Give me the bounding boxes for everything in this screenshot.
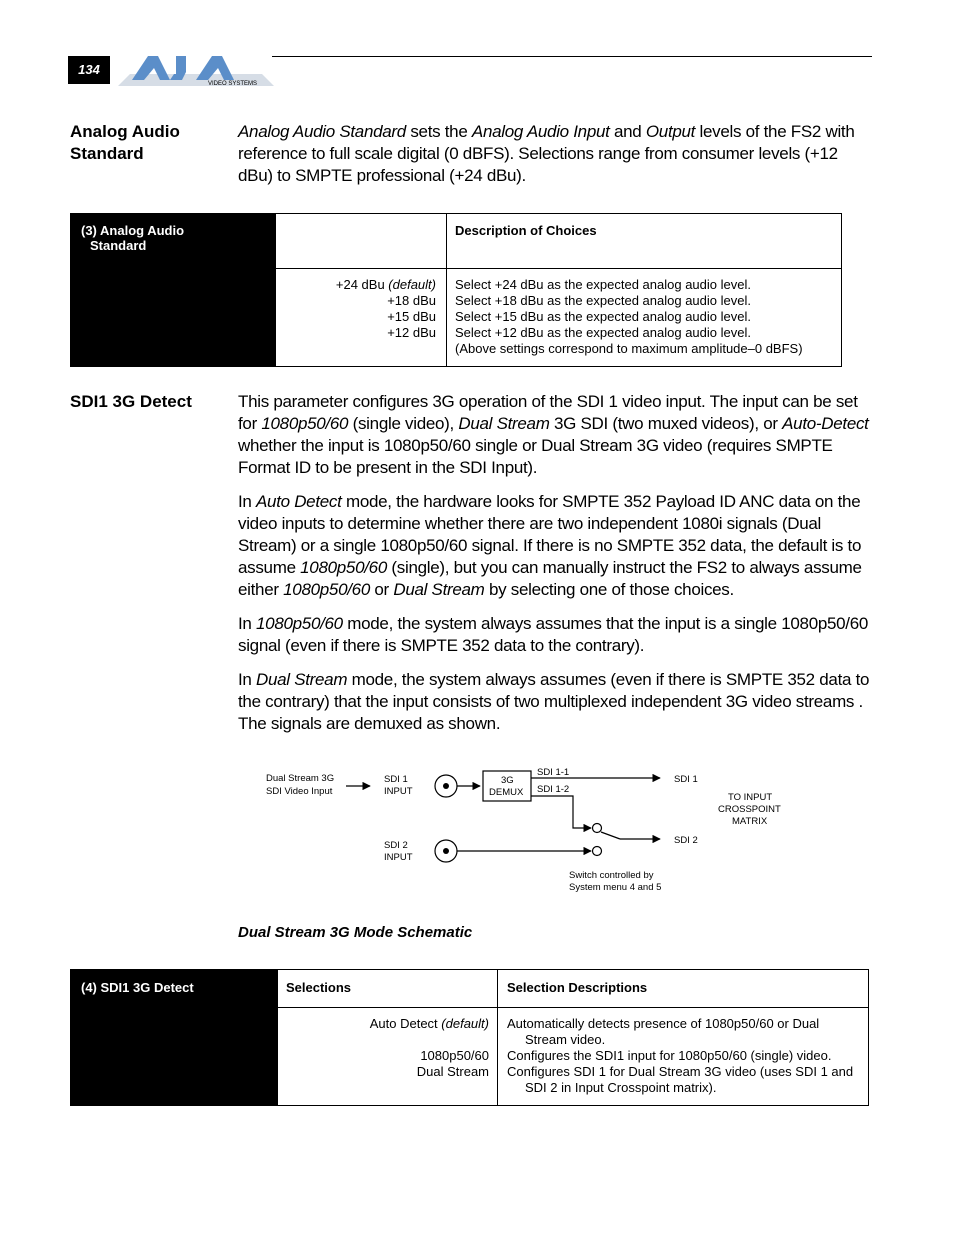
svg-text:TO INPUT: TO INPUT <box>728 792 773 803</box>
description-item: Select +15 dBu as the expected analog audio level. <box>455 309 751 324</box>
section-heading-sdi1: SDI1 3G Detect <box>70 392 192 411</box>
selections-header: Selections <box>278 970 498 1008</box>
desc-header: Description of Choices <box>447 214 842 269</box>
aja-logo <box>118 52 274 93</box>
selection-item: +24 dBu (default) <box>335 277 436 292</box>
sdi1-description: This parameter configures 3G operation of the SDI 1 video input. The input can be set for 1080p50/60 (single video), Dual Stream 3G SDI (two muxed videos), or Auto-Detect whether the input is 1080p50/60 single or Dual Stream 3G video (requires SMPTE Format ID to be present in the SDI Input). In Auto Detect mode, the hardware looks for SMPTE 352 Payload ID ANC data on the video inputs to determine whether there are two independent 1080i signals (Dual Stream) or a single 1080p50/60 signal. If there is no SMPTE 352 data, the default is to assume 1080p50/60 (single), but you can manually instruct the FS2 to always assume either 1080p50/60 or Dual Stream by selecting one of those choices. In 1080p50/60 mode, the system always assumes that the input is a single 1080p50/60 signal (even if there is SMPTE 352 data to the contrary). In Dual Stream mode, the system always assumes (even if there is SMPTE 352 data to the contrary) that the input consists of two multiplexed independent 3G video streams . The signals are demuxed as shown. <box>238 392 870 733</box>
selection-item: +18 dBu <box>387 293 436 308</box>
description-item: (Above settings correspond to maximum amplitude–0 dBFS) <box>455 341 803 356</box>
svg-text:Switch controlled by: Switch controlled by <box>569 870 654 881</box>
svg-text:3G: 3G <box>501 775 514 786</box>
svg-text:SDI 2: SDI 2 <box>674 835 698 846</box>
descriptions-header: Selection Descriptions <box>498 970 869 1008</box>
description-item: Select +18 dBu as the expected analog audio level. <box>455 293 751 308</box>
svg-text:System menu 4 and 5: System menu 4 and 5 <box>569 882 662 893</box>
sdi1-table <box>70 969 869 1106</box>
selections-cell <box>276 269 447 367</box>
svg-text:INPUT: INPUT <box>384 786 413 797</box>
svg-text:MATRIX: MATRIX <box>732 816 768 827</box>
svg-text:INPUT: INPUT <box>384 852 413 863</box>
analog-audio-description: Analog Audio Standard sets the Analog Audio Input and Output levels of the FS2 with reference to full scale digital (0 dBFS). Selections range from consumer levels (+12 dBu) to SMPTE professional (+24 dBu). <box>238 122 855 185</box>
param-cell: (3) Analog Audio Standard <box>71 214 276 367</box>
param-cell: (4) SDI1 3G Detect <box>71 970 278 1106</box>
header-rule <box>272 56 872 57</box>
svg-text:DEMUX: DEMUX <box>489 787 524 798</box>
dual-stream-schematic <box>262 762 802 907</box>
schematic-caption: Dual Stream 3G Mode Schematic <box>238 924 473 941</box>
svg-text:Dual Stream 3G: Dual Stream 3G <box>266 773 335 784</box>
svg-text:CROSSPOINT: CROSSPOINT <box>718 804 781 815</box>
selections-cell: Auto Detect (default) 1080p50/60 Dual Stream <box>278 1008 498 1106</box>
svg-text:SDI 1: SDI 1 <box>674 774 698 785</box>
section-heading-analog-audio: Analog Audio Standard <box>70 122 180 163</box>
descriptions-cell: Automatically detects presence of 1080p50/60 or Dual Stream video. Configures the SDI1 input for 1080p50/60 (single) video. Configures SDI 1 for Dual Stream 3G video (uses SDI 1 and SDI 2 in Input Crosspoint matrix). <box>498 1008 869 1106</box>
descriptions-cell <box>447 269 842 367</box>
svg-text:SDI 2: SDI 2 <box>384 840 408 851</box>
svg-text:SDI 1-1: SDI 1-1 <box>537 767 570 778</box>
bnc-connector-1-icon <box>435 775 457 797</box>
svg-text:SDI Video Input: SDI Video Input <box>266 786 333 797</box>
selection-item: +12 dBu <box>387 325 436 340</box>
page-number: 134 <box>68 56 110 84</box>
svg-text:VIDEO SYSTEMS: VIDEO SYSTEMS <box>208 81 258 87</box>
selection-item: +15 dBu <box>387 309 436 324</box>
description-item: Select +24 dBu as the expected analog audio level. <box>455 277 751 292</box>
analog-audio-table <box>70 213 842 367</box>
svg-text:SDI 1-2: SDI 1-2 <box>537 784 570 795</box>
bnc-connector-2-icon <box>435 840 457 862</box>
description-item: Select +12 dBu as the expected analog audio level. <box>455 325 751 340</box>
svg-text:SDI 1: SDI 1 <box>384 774 408 785</box>
